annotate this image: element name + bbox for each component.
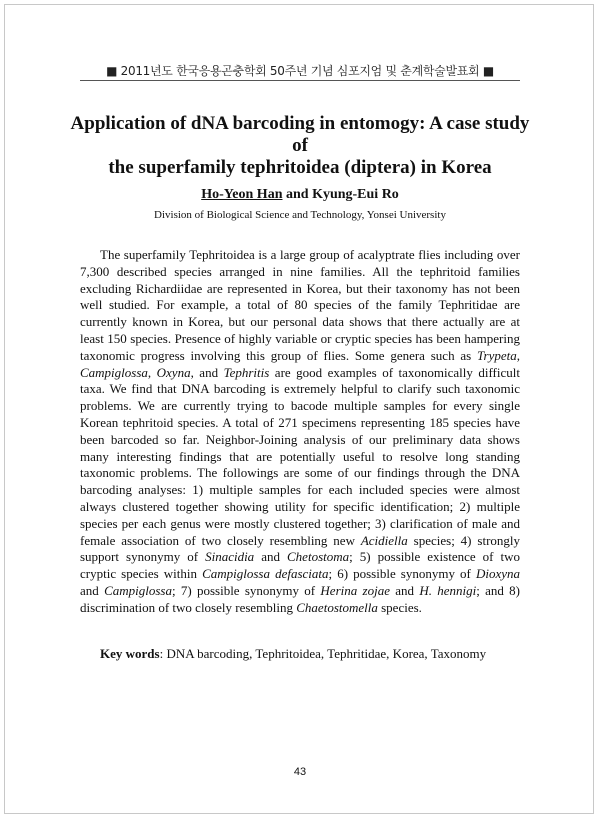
genus-name: Campiglossa — [80, 364, 148, 380]
abstract-text: and — [80, 582, 105, 598]
keywords-line — [80, 646, 520, 662]
abstract-text: , — [147, 364, 157, 380]
abstract-text: ; 7) possible synonymy of — [171, 582, 321, 598]
genus-name: Acidiella — [360, 532, 408, 548]
genus-name: Chetostoma — [287, 549, 350, 565]
presenting-author: Ho-Yeon Han — [201, 187, 283, 202]
genus-name: Trypeta — [477, 347, 517, 363]
genus-name: Chaetostomella — [296, 599, 378, 615]
running-header: ■ 2011년도 한국응용곤충학회 50주년 기념 심포지엄 및 춘계학술발표회 ■ — [106, 64, 494, 78]
paper-title — [70, 113, 530, 179]
abstract-body — [80, 247, 520, 617]
genus-name: Sinacidia — [205, 549, 255, 565]
co-author: Kyung-Eui Ro — [312, 187, 399, 202]
genus-name: Dioxyna — [475, 566, 520, 582]
genus-name: Oxyna — [156, 364, 191, 380]
abstract-text: , — [516, 347, 520, 363]
title-line-2: the superfamily tephritoidea (diptera) in Korea — [108, 157, 492, 178]
keywords-text: : DNA barcoding, Tephritoidea, Tephritidae, Korea, Taxonomy — [159, 646, 487, 661]
abstract-text: The superfamily Tephritoidea is a large group of acalyptrate flies including over 7,300 described species arranged in nine families. All the tephritoid families excluding Richardiidae are represented in Korea, but their taxonomy has not been well studied. For example, a total of 80 species of the family Tephritidae are currently known in Korea, but our personal data shows that there actually are at least 150 species. Presence of highly variable or cryptic species has been hampering taxonomic progress involving this group of flies. Some genera such as — [80, 247, 520, 363]
affiliation: Division of Biological Science and Technology, Yonsei University — [154, 209, 446, 221]
abstract-text: ; 6) possible synonymy of — [328, 566, 476, 582]
author-connector: and — [282, 187, 313, 202]
abstract-text: and — [389, 582, 420, 598]
abstract-text: species. — [377, 599, 422, 615]
species-name: Herina zojae — [320, 582, 390, 598]
header-rule — [80, 80, 520, 81]
author-list — [80, 187, 520, 203]
genus-name: Campiglossa — [104, 582, 172, 598]
abstract-text: and — [254, 549, 288, 565]
species-name: Campiglossa defasciata — [202, 566, 329, 582]
genus-name: Tephritis — [223, 364, 270, 380]
abstract-text: ; and 8) discrimination of two closely resembling — [80, 582, 520, 615]
abstract-text: are good examples of taxonomically difficult taxa. We find that DNA barcoding is extremely helpful to clarify such taxonomic problems. We are currently trying to bacode multiple samples for every single Korean tephritoid species. A total of 271 specimens representing 185 species have been barcoded so far. Neighbor-Joining analysis of our preliminary data shows many interesting findings that are potentially useful to resolve long standing taxonomic problems. The followings are some of our findings through the DNA barcoding analyses: 1) multiple samples for each included species were almost always clustered together showing utility for specific identification; 2) multiple species per each genus were mostly clustered together; 3) clarification of male and female association of two closely resembling new — [80, 364, 520, 548]
species-name: H. hennigi — [419, 582, 477, 598]
title-line-1: Application of dNA barcoding in entomogy: A case study of — [70, 113, 530, 156]
keywords-label: Key words — [100, 646, 160, 661]
page-number: 43 — [293, 766, 307, 778]
abstract-text: , and — [190, 364, 224, 380]
abstract-text: ; 5) possible existence of two cryptic species within — [80, 549, 521, 582]
abstract-text: species; 4) strongly support synonymy of — [80, 532, 521, 565]
